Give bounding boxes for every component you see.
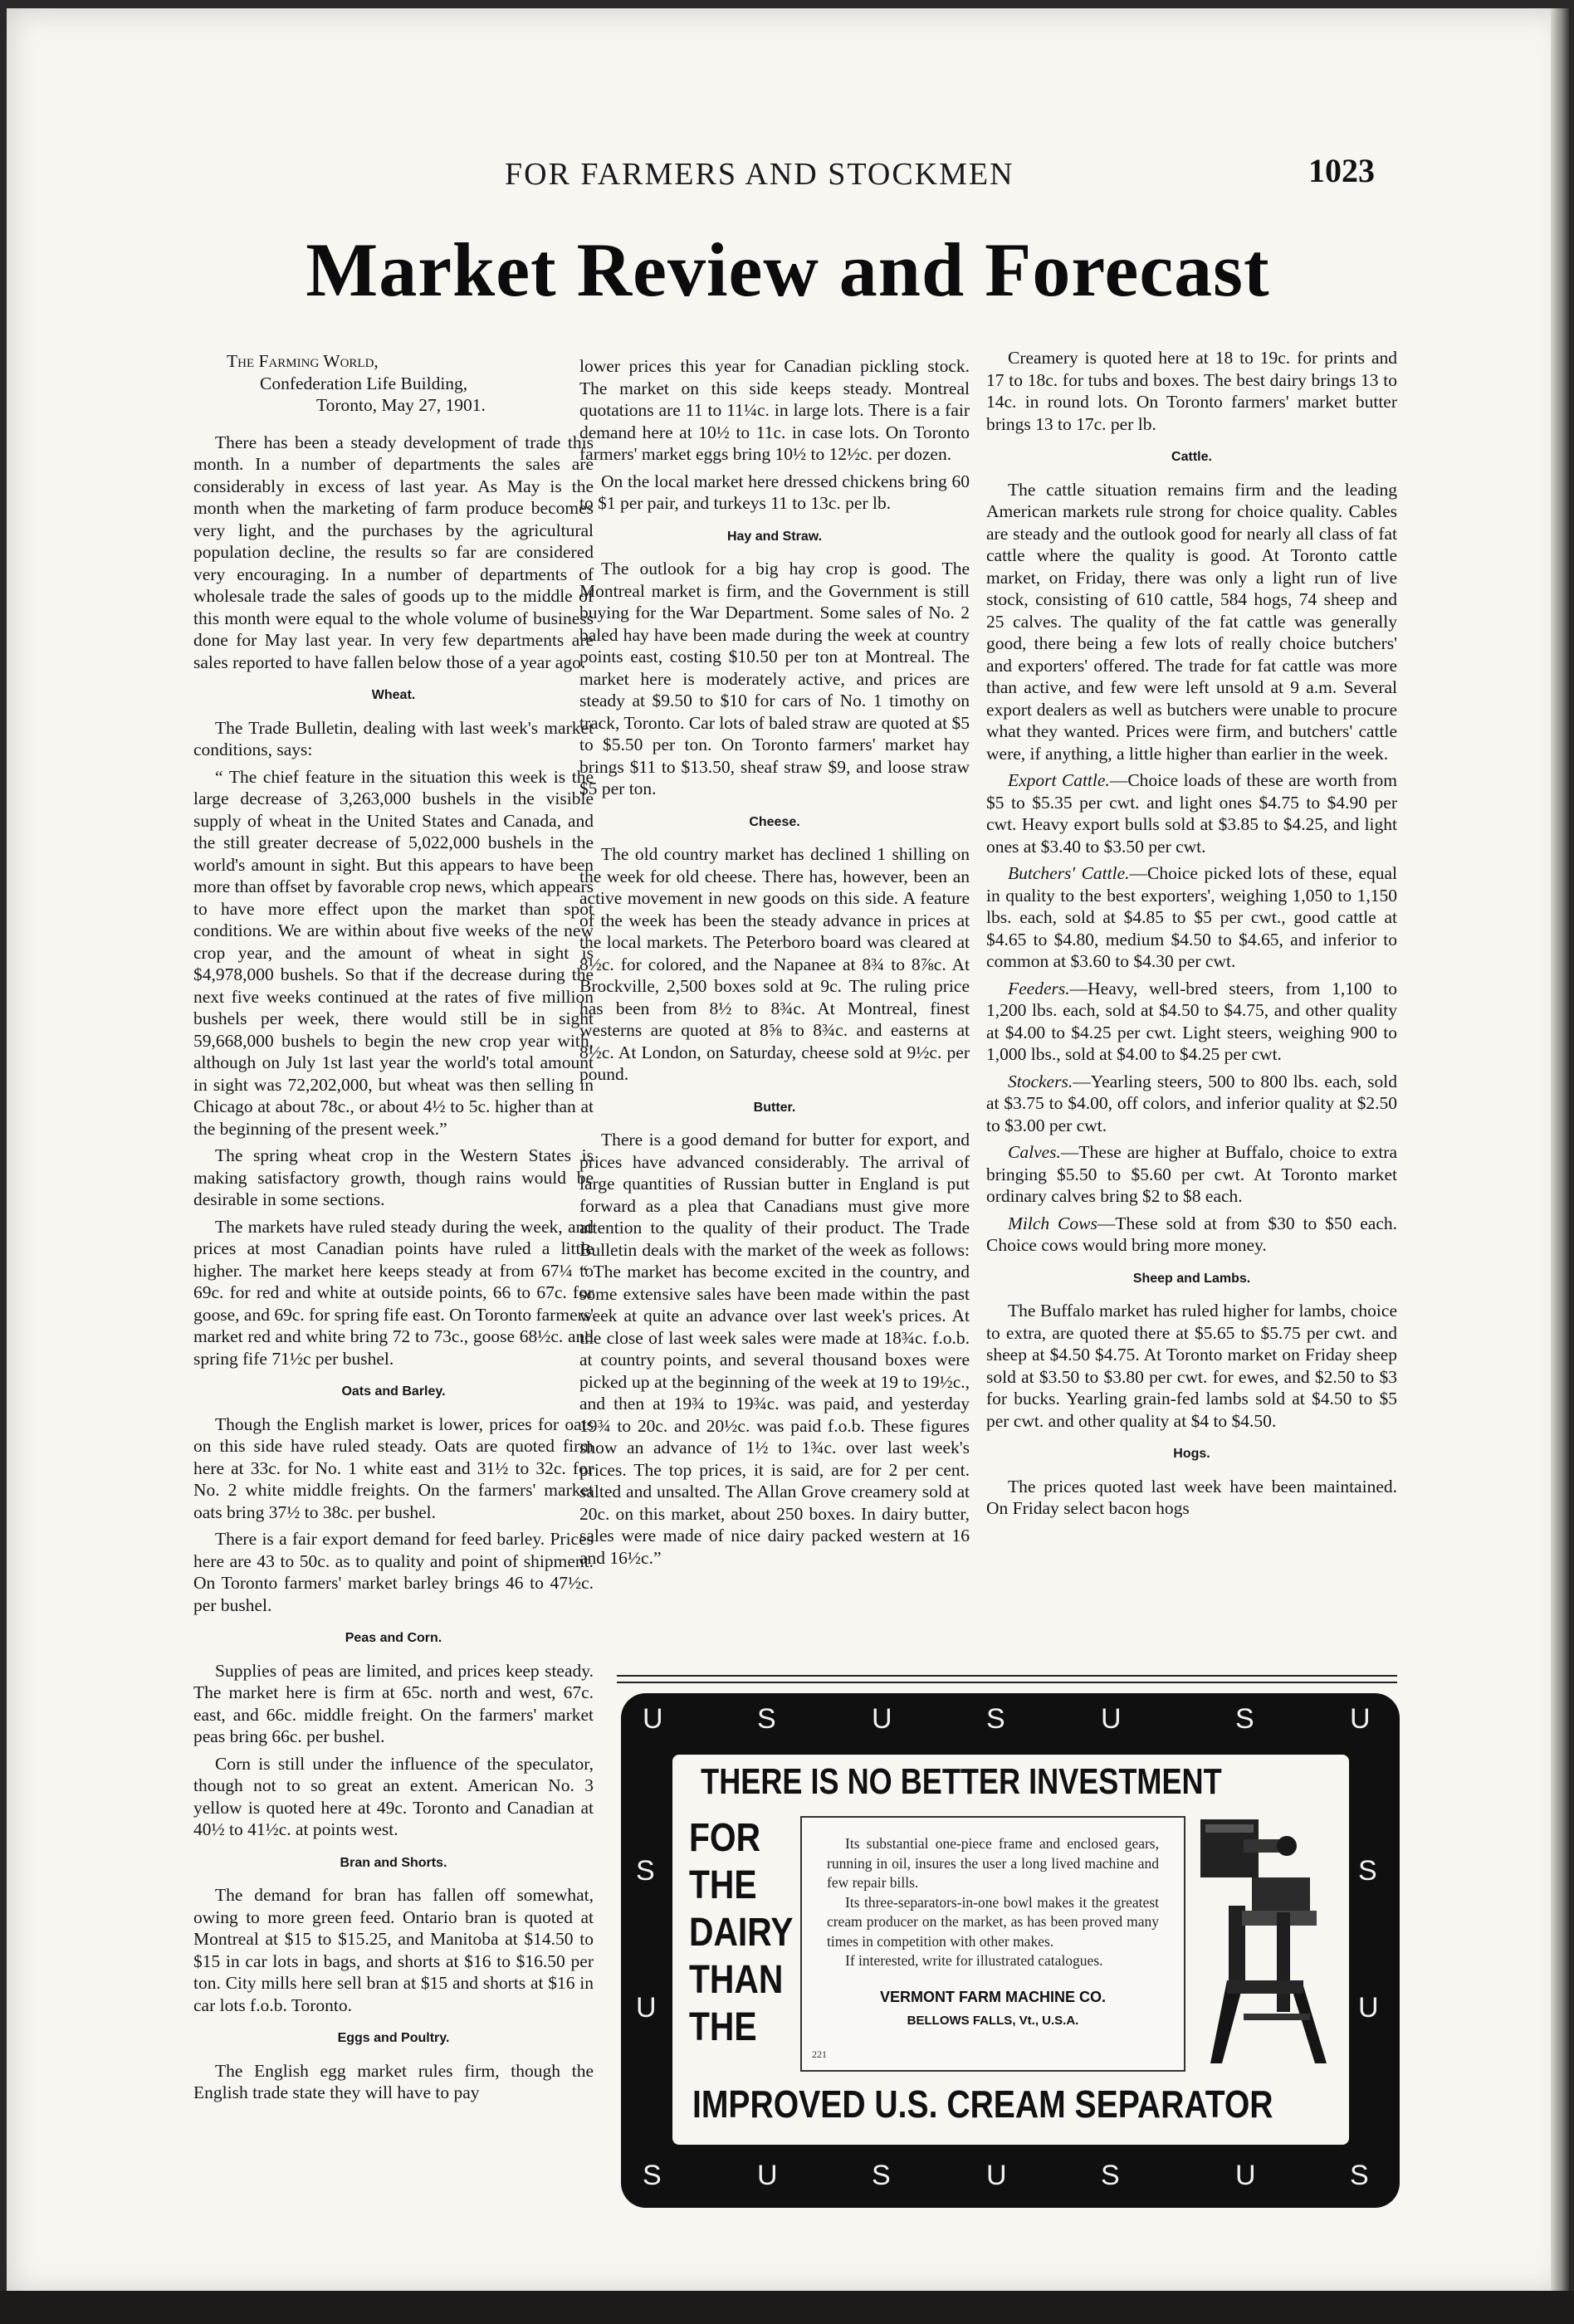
advert-top-rule: [617, 1675, 1397, 1683]
border-letter: U: [643, 1703, 663, 1735]
column-3: [986, 347, 1397, 1525]
butchers-cattle-label: Butchers' Cattle.: [1008, 863, 1130, 883]
column-1: [193, 350, 594, 2109]
wheat-paragraph-2: “ The chief feature in the situation this week is the large decrease of 3,263,000 bushels in the visible supply of wheat in the United States and Canada, and the still greater decrease of 5,022,000 bushels in the world's amount in sight. But this appears to have been more than offset by favorable crop news, which appears to have more effect upon the market than spot conditions. We are within about five weeks of the new crop year, and the amount of wheat in sight is $4,978,000 bushels. So that if the decrease during the next five weeks continued at the rates of five million bushels per week, there would still be in sight 59,668,000 bushels to begin the new crop year with, although on July 1st last year the world's total amount in sight was 72,202,000, but wheat was then selling in Chicago at about 78c., or about 4½ to 5c. higher than at the beginning of the present week.”: [193, 766, 594, 1139]
advert-number: 221: [812, 2048, 827, 2060]
calves-text: —These are higher at Buffalo, choice to extra bringing $5.50 to $5.60 per cwt. At Toronto market ordinary calves bring $2 to $8 each.: [986, 1142, 1397, 1206]
intro-paragraph: There has been a steady development of trade this month. In a number of departments the sales are considerably in excess of last year. As May is the month when the marketing of farm produce becomes very light, and the purchases by the agricultural population decline, the results so far are considered very encouraging. In a number of departments of wholesale trade the sales of goods up to the middle of this month were equal to the whole volume of business done for May last year. In very few departments are sales reported to have fallen below those of a year ago.: [193, 432, 594, 672]
creamery-paragraph: Creamery is quoted here at 18 to 19c. for prints and 17 to 18c. for tubs and boxes. The best dairy brings 13 to 14c. in round lots. On Toronto farmers' market butter brings 13 to 17c. per lb.: [986, 348, 1397, 434]
feeders-paragraph: [986, 978, 1397, 1066]
dateline-building: Confederation Life Building,: [260, 373, 468, 393]
border-letter: U: [636, 1992, 657, 2024]
advert-copy-paragraph: Its substantial one-piece frame and enclosed gears, running in oil, insures the user a long lived machine and few repair bills.: [827, 1835, 1159, 1891]
stockers-label: Stockers.: [1008, 1071, 1073, 1091]
advert-address: BELLOWS FALLS, Vt., U.S.A.: [907, 2014, 1079, 2028]
eggs-continued-paragraph: lower prices this year for Canadian pickling stock. The market on this side keeps steady. Montreal quotations are 11 to 11¼c. in large lots. There is a fair demand here at 10½ to 11c. in case lots. On Toronto farmers' market eggs bring 10½ to 12½c. per dozen.: [579, 356, 970, 464]
oats-paragraph-2: There is a fair export demand for feed barley. Prices here are 43 to 50c. as to quality and point of shipment. On Toronto farmers' market barley brings 46 to 47½c. per bushel.: [193, 1529, 594, 1615]
section-heading-oats: Oats and Barley.: [341, 1384, 446, 1399]
butter-paragraph-1: There is a good demand for butter for export, and prices have advanced considerably. The arrival of large quantities of Russian butter in England is put forward as a plea that Canadians must give more attention to the quality of their product. The Trade Bulletin deals with the market of the week as follows: “ The market has become excited in the country, and some extensive sales have been made within the past week at quite an advance over last week's prices. At the close of last week sales were made at 18¾c. f.o.b. at country points, and several thousand boxes were picked up at the beginning of the week at 19 to 19½c., and then at 19¾ to 19¾c. was paid, and yesterday 19¾ to 20c. and 20½c. was paid f.o.b. These figures show an advance of 1½ to 1¾c. over last week's prices. The top prices, it is said, are for 2 per cent. salted and unsalted. The Allan Grove creamery sold at 20c. on this market, about 250 boxes. In dairy butter, sales were made of nice dairy packed western at 16 and 16½c.”: [579, 1130, 970, 1568]
advert-side-word: THE: [689, 1863, 757, 1907]
cattle-paragraph-1: The cattle situation remains firm and the leading American markets rule strong for choice quality. Cables are steady and the outlook good for nearly all class of fat cattle where the quality is good. At Toronto cattle market, on Friday, there was only a light run of live stock, consisting of 610 cattle, 584 hogs, 74 sheep and 25 calves. The quality of the fat cattle was generally good, there being a few lots of really choice butchers' and exporters' offered. The trade for fat cattle was more than active, and few were left unsold at 9 a.m. Several export dealers as well as butchers were unable to procure what they wanted. Prices were firm, and butchers' cattle were, if anything, a little higher than earlier in the week.: [986, 479, 1397, 764]
advert-side-word: THE: [689, 2005, 757, 2049]
calves-label: Calves.: [1008, 1142, 1061, 1162]
advert-side-words: [689, 1814, 793, 2051]
hay-paragraph-1: The outlook for a big hay crop is good. The Montreal market is firm, and the Government is still buying for the War Department. Some sales of No. 2 baled hay have been made during the week at country points east, costing $10.50 per ton at Montreal. The market here is moderately active, and prices are steady at $9.50 to $10 for cars of No. 1 timothy on track, Toronto. Car lots of baled straw are quoted at $5 to $5.50 per ton. On Toronto farmers' market hay brings $11 to $13.50, sheaf straw $9, and loose straw $5 per ton.: [579, 559, 970, 798]
wheat-paragraph-1: The Trade Bulletin, dealing with last week's market conditions, says:: [193, 717, 594, 759]
border-letter: U: [1358, 1992, 1379, 2024]
milch-cows-text: —These sold at from $30 to $50 each. Choice cows would bring more money.: [986, 1213, 1397, 1255]
wheat-paragraph-4: The markets have ruled steady during the week, and prices at most Canadian points have ruled a little higher. The market here keeps steady at from 67¼ to 69c. for red and white at outside points, 66 to 67c. for goose, and 69c. for spring fife east. On Toronto farmers' market red and white bring 72 to 73c., goose 68½c. and spring fife 71½c per bushel.: [193, 1216, 594, 1369]
dateline-date: Toronto, May 27, 1901.: [316, 395, 486, 415]
feeders-text: —Heavy, well-bred steers, from 1,100 to 1,200 lbs. each, sold at $4.50 to $4.75, and other quality at $4.00 to $4.25 per cwt. Light steers, weighing 900 to 1,000 lbs., sold at $4.00 to $4.25 per cwt.: [986, 978, 1397, 1064]
milch-cows-label: Milch Cows: [1008, 1213, 1097, 1233]
advert-copy-paragraph: Its three-separators-in-one bowl makes it the greatest cream producer on the market, as has been proved many times in competition with other makes.: [827, 1893, 1159, 1950]
advert-copy-paragraph: If interested, write for illustrated catalogues.: [845, 1952, 1103, 1969]
section-heading-sheep: Sheep and Lambs.: [1132, 1271, 1251, 1286]
newspaper-page: [7, 8, 1569, 2295]
stockers-paragraph: [986, 1071, 1397, 1137]
section-heading-cattle: Cattle.: [1171, 450, 1212, 464]
eggs-paragraph-1: The English egg market rules firm, though the English trade state they will have to pay: [193, 2060, 594, 2102]
dateline: [193, 350, 594, 417]
scan-bottom-band: [0, 2291, 1574, 2324]
bran-paragraph-1: The demand for bran has fallen off somewhat, owing to more green feed. Ontario bran is quoted at Montreal at $15 to $15.25, and Manitoba at $14.50 to $15 in car lots in bags, and shorts at $16 to $16.50 per ton. City mills here sell bran at $15 and shorts at $16 in car lots f.o.b. Toronto.: [193, 1885, 594, 2015]
export-cattle-paragraph: [986, 769, 1397, 857]
column-2: [579, 355, 970, 1574]
border-letter: U: [986, 2160, 1007, 2191]
poultry-paragraph: On the local market here dressed chickens bring 60 to $1 per pair, and turkeys 11 to 13c. per lb.: [579, 471, 970, 513]
butchers-cattle-text: —Choice picked lots of these, equal in quality to the best exporters', weighing 1,050 to 1,150 lbs. each, sold at $4.85 to $5 per cwt., good cattle at $4.65 to $4.80, medium $4.50 to $4.65, and inferior to common at $3.60 to $4.30 per cwt.: [986, 863, 1397, 971]
butchers-cattle-paragraph: [986, 862, 1397, 973]
advertisement: [621, 1693, 1400, 2208]
peas-paragraph-1: Supplies of peas are limited, and prices keep steady. The market here is firm at 65c. north and west, 67c. east, and 66c. middle freight. On the farmers' market peas bring 66c. per bushel.: [193, 1660, 594, 1746]
feeders-label: Feeders.: [1008, 978, 1070, 998]
page-title: Market Review and Forecast: [306, 227, 1270, 312]
border-letter: S: [643, 2160, 662, 2191]
section-heading-eggs: Eggs and Poultry.: [337, 2031, 450, 2045]
border-letter: U: [757, 2160, 778, 2191]
border-letter: S: [1358, 1855, 1377, 1887]
border-letter: S: [986, 1703, 1005, 1735]
section-heading-hogs: Hogs.: [1173, 1447, 1210, 1461]
advert-footer: IMPROVED U.S. CREAM SEPARATOR: [692, 2082, 1273, 2126]
page-edge: [1551, 8, 1569, 2295]
oats-paragraph-1: Though the English market is lower, prices for oats on this side have ruled steady. Oats are quoted firm here at 33c. for No. 1 white east and 31½ to 32c. for No. 2 white middle freights. On the farmers' market oats bring 37½ to 38c. per bushel.: [193, 1413, 594, 1522]
dateline-publication: The Farming World,: [227, 351, 379, 371]
calves-paragraph: [986, 1141, 1397, 1208]
border-letter: S: [1350, 2160, 1369, 2191]
cream-separator-illustration: [1194, 1814, 1343, 2072]
border-letter: S: [872, 2160, 891, 2191]
milch-cows-paragraph: [986, 1213, 1397, 1257]
cheese-paragraph-1: The old country market has declined 1 shilling on the week for old cheese. There has, however, been an active movement in new goods on this side. A feature of the week has been the steady advance in prices at the local markets. The Peterboro board was cleared at 8½c. for colored, and the Napanee at 8¾ to 8⅞c. At Brockville, 2,500 boxes sold at 9c. The ruling price has been from 8½ to 8¾c. At Montreal, finest westerns are quoted at 8⅝ to 8¾c. and easterns at 8½c. At London, on Saturday, cheese sold at 9½c. per pound.: [579, 844, 970, 1084]
border-letter: U: [1350, 1703, 1371, 1735]
section-heading-cheese: Cheese.: [749, 814, 800, 829]
section-heading-butter: Butter.: [753, 1100, 796, 1115]
peas-paragraph-2: Corn is still under the influence of the speculator, though not to so great an extent. American No. 3 yellow is quoted here at 49c. Toronto and Canadian at 40½ to 41½c. at points west.: [193, 1753, 594, 1839]
section-heading-wheat: Wheat.: [371, 688, 416, 702]
section-heading-bran: Bran and Shorts.: [340, 1855, 447, 1870]
running-head: FOR FARMERS AND STOCKMEN: [505, 157, 1014, 192]
hogs-paragraph-1: The prices quoted last week have been maintained. On Friday select bacon hogs: [986, 1476, 1397, 1518]
advert-copy: [827, 1834, 1159, 1971]
advert-copy-box: [800, 1816, 1185, 2072]
advert-side-word: DAIRY: [689, 1911, 794, 1955]
border-letter: U: [1101, 1703, 1122, 1735]
border-letter: S: [1101, 2160, 1120, 2191]
wheat-paragraph-3: The spring wheat crop in the Western States is making satisfactory growth, though rains would be desirable in some sections.: [193, 1145, 594, 1209]
border-letter: U: [872, 1703, 892, 1735]
export-cattle-text: —Choice loads of these are worth from $5 to $5.35 per cwt. and light ones $4.75 to $4.90 per cwt. Heavy export bulls sold at $3.85 to $4.25, and light ones at $3.40 to $3.50 per cwt.: [986, 770, 1397, 857]
border-letter: S: [757, 1703, 776, 1735]
stockers-text: —Yearling steers, 500 to 800 lbs. each, sold at $3.75 to $4.00, off colors, and inferior quality at $2.50 to $3.00 per cwt.: [986, 1071, 1397, 1135]
advert-side-word: FOR: [689, 1816, 761, 1860]
advert-headline: THERE IS NO BETTER INVESTMENT: [701, 1761, 1222, 1802]
border-letter: S: [636, 1855, 655, 1887]
section-heading-peas: Peas and Corn.: [345, 1631, 442, 1645]
section-heading-hay: Hay and Straw.: [726, 529, 823, 544]
sheep-paragraph-1: The Buffalo market has ruled higher for lambs, choice to extra, are quoted there at $5.65 to $5.75 per cwt. and sheep at $4.50 $4.75. At Toronto market on Friday sheep sold at $3.50 to $3.80 per cwt. for ewes, and $2.50 to $3 for bucks. Yearling grain-fed lambs sold at $4.50 to $5 per cwt. and other quality at $4 to $4.50.: [986, 1301, 1397, 1431]
advert-side-word: THAN: [689, 1958, 784, 2002]
export-cattle-label: Export Cattle.: [1008, 770, 1110, 790]
page-number: 1023: [1308, 152, 1375, 189]
advert-company: VERMONT FARM MACHINE CO.: [880, 1989, 1106, 2005]
border-letter: S: [1235, 1703, 1254, 1735]
border-letter: U: [1235, 2160, 1256, 2191]
